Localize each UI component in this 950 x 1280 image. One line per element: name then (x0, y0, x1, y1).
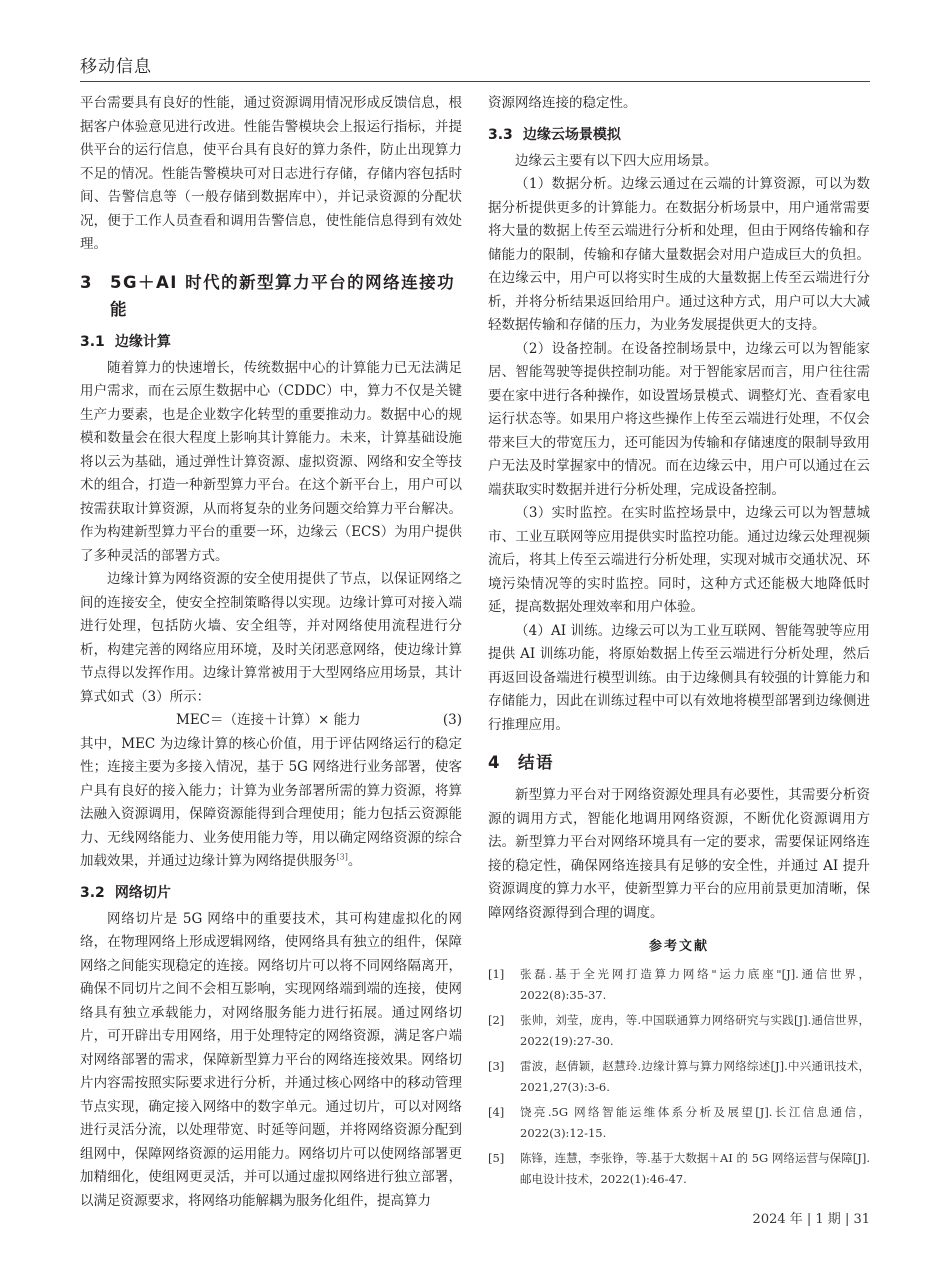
reference-item (488, 1010, 870, 1052)
reference-number: [3] (488, 1059, 505, 1073)
paragraph (80, 733, 462, 874)
formula-number: (3) (442, 712, 462, 728)
section-number: 3 (80, 272, 93, 292)
reference-text: 陈锋，连慧，李张铮，等.基于大数据＋AI 的 5G 网络运营与保障[J].邮电设计技术，2022(1):46-47. (520, 1151, 870, 1186)
subsection-heading (488, 124, 870, 146)
subsection-title: 网络切片 (114, 884, 171, 901)
subsection-heading (80, 882, 462, 904)
citation: [3] (336, 852, 348, 862)
reference-item (488, 1056, 870, 1098)
reference-text: 饶亮.5G 网络智能运维体系分析及展望[J].长江信息通信，2022(3):12-15. (520, 1105, 870, 1140)
section-title: 结语 (518, 753, 554, 772)
subsection-number: 3.1 (80, 333, 105, 350)
left-column (80, 92, 462, 1213)
reference-item (488, 964, 870, 1006)
references-list (488, 964, 870, 1190)
right-column (488, 92, 870, 1194)
reference-text: 张磊.基于全光网打造算力网络"运力底座"[J].通信世界，2022(8):35-37. (520, 967, 870, 1002)
paragraph-end: 。 (347, 853, 362, 869)
reference-number: [1] (488, 967, 505, 981)
paragraph: 随着算力的快速增长，传统数据中心的计算能力已无法满足用户需求，而在云原生数据中心（CDDC）中，算力不仅是关键生产力要素，也是企业数字化转型的重要推动力。数据中心的规模和数量会在很大程度上影响其计算能力。未来，计算基础设施将以云为基础，通过弹性计算资源、虚拟资源、网络和安全等技术的组合，打造一种新型算力平台。在这个新平台上，用户可以按需获取计算资源，从而将复杂的业务问题交给算力平台解决。作为构建新型算力平台的重要一环，边缘云（ECS）为用户提供了多种灵活的部署方式。 (80, 359, 462, 564)
subsection-title: 边缘计算 (114, 333, 171, 350)
reference-number: [4] (488, 1105, 505, 1119)
paragraph: （1）数据分析。边缘云通过在云端的计算资源，可以为数据分析提供更多的计算能力。在数据分析场景中，用户通常需要将大量的数据上传至云端进行分析和处理，但由于网络传输和存储能力的限制，传输和存储大量数据会对用户造成巨大的负担。在边缘云中，用户可以将实时生成的大量数据上传至云端进行分析，并将分析结果返回给用户。通过这种方式，用户可以大大减轻数据传输和存储的压力，为业务发展提供更大的支持。 (488, 176, 870, 333)
header-rule (80, 81, 870, 82)
section-heading (80, 269, 462, 323)
paragraph: 网络切片是 5G 网络中的重要技术，其可构建虚拟化的网络，在物理网络上形成逻辑网络，使网络具有独立的组件，保障网络之间能实现稳定的连接。网络切片可以将不同网络隔离开，确保不同切片之间不会相互影响，实现网络端到端的连接，使网络具有独立承载能力，对网络服务能力进行拓展。通过网络切片，可开辟出专用网络，用于处理特定的网络资源，满足客户端对网络部署的需求，保障新型算力平台的网络连接效果。网络切片内容需按照实际要求进行分析，并通过核心网络中的移动管理节点实现，确定接入网络中的数字单元。通过切片，可以对网络进行灵活分流，以处理带宽、时延等问题，并将网络资源分配到组网中，保障网络资源的运用能力。网络切片可以使网络部署更加精细化，使组网更灵活，并可以通过虚拟网络进行独立部署，以满足资源要求，将网络功能解耦为服务化组件，提高算力 (80, 910, 462, 1209)
reference-number: [2] (488, 1013, 505, 1027)
page-footer: 2024 年 | 1 期 | 31 (752, 1212, 870, 1227)
paragraph: 平台需要具有良好的性能，通过资源调用情况形成反馈信息，根据客户体验意见进行改进。性能告警模块会上报运行指标，并提供平台的运行信息，使平台具有良好的算力条件，防止出现算力不足的情况。性能告警模块可对日志进行存储，存储内容包括时间、告警信息等（一般存储到数据库中），并记录资源的分配状况，便于工作人员查看和调用告警信息，使性能信息得到有效处理。 (80, 95, 462, 252)
formula (80, 709, 462, 733)
reference-item (488, 1102, 870, 1144)
references-title: 参考文献 (648, 939, 709, 954)
subsection-number: 3.3 (488, 126, 513, 143)
paragraph: 新型算力平台对于网络资源处理具有必要性，其需要分析资源的调用方式，智能化地调用网络资源，不断优化资源调用方法。新型算力平台对网络环境具有一定的要求，需要保证网络连接的稳定性，确保网络连接具有足够的安全性，并通过 AI 提升资源调度的算力水平，使新型算力平台的应用前景更加清晰，保障网络资源得到合理的调度。 (488, 787, 870, 921)
subsection-title: 边缘云场景模拟 (522, 126, 621, 143)
reference-text: 张帅，刘莹，庞冉，等.中国联通算力网络研究与实践[J].通信世界，2022(19):27-30. (520, 1013, 870, 1048)
section-title: 5G＋AI 时代的新型算力平台的网络连接功能 (110, 272, 456, 319)
paragraph: 边缘云主要有以下四大应用场景。 (515, 152, 718, 169)
reference-text: 雷波，赵倩颖，赵慧玲.边缘计算与算力网络综述[J].中兴通讯技术，2021,27(3):3-6. (520, 1059, 870, 1094)
formula-expression: MEC＝（连接＋计算）× 能力 (176, 712, 361, 728)
paragraph: 边缘计算为网络资源的安全使用提供了节点，以保证网络之间的连接安全，使安全控制策略得以实现。边缘计算可对接入端进行处理，包括防火墙、安全组等，并对网络使用流程进行分析，构建完善的网络应用环境，及时关闭恶意网络，使边缘计算节点得以发挥作用。边缘计算常被用于大型网络应用场景，其计算式如式（3）所示： (80, 571, 462, 705)
reference-item (488, 1148, 870, 1190)
paragraph-text: 其中，MEC 为边缘计算的核心价值，用于评估网络运行的稳定性；连接主要为多接入情况，基于 5G 网络进行业务部署，使客户具有良好的接入能力；计算为业务部署所需的算力资源，将算法融入资源调用，保障资源能得到合理使用；能力包括云资源能力、无线网络能力、业务使用能力等，用以确定网络资源的综合加载效果，并通过边缘计算为网络提供服务 (80, 735, 462, 869)
paragraph: （3）实时监控。在实时监控场景中，边缘云可以为智慧城市、工业互联网等应用提供实时监控功能。通过边缘云处理视频流后，将其上传至云端进行分析处理，实现对城市交通状况、环境污染情况等的实时监控。同时，这种方式还能极大地降低时延，提高数据处理效率和用户体验。 (488, 505, 870, 615)
paragraph: 资源网络连接的稳定性。 (488, 95, 637, 111)
subsection-heading (80, 331, 462, 353)
paragraph: （4）AI 训练。边缘云可以为工业互联网、智能驾驶等应用提供 AI 训练功能，将原始数据上传至云端进行分析处理，然后再返回设备端进行模型训练。由于边缘侧具有较强的计算能力和存储能力，因此在训练过程中可以有效地将模型部署到边缘侧进行推理应用。 (488, 622, 870, 733)
section-number: 4 (488, 753, 501, 772)
paragraph: （2）设备控制。在设备控制场景中，边缘云可以为智能家居、智能驾驶等提供控制功能。对于智能家居而言，用户往往需要在家中进行各种操作，如设置场景模式、调整灯光、查看家电运行状态等。如果用户将这些操作上传至云端进行处理，不仅会带来巨大的带宽压力，还可能因为传输和存储速度的限制导致用户无法及时掌握家中的情况。而在边缘云中，用户可以通过在云端获取实时数据并进行分析处理，完成设备控制。 (488, 340, 870, 498)
section-heading (488, 749, 870, 776)
subsection-number: 3.2 (80, 884, 105, 901)
journal-name: 移动信息 (80, 57, 152, 77)
reference-number: [5] (488, 1151, 505, 1165)
